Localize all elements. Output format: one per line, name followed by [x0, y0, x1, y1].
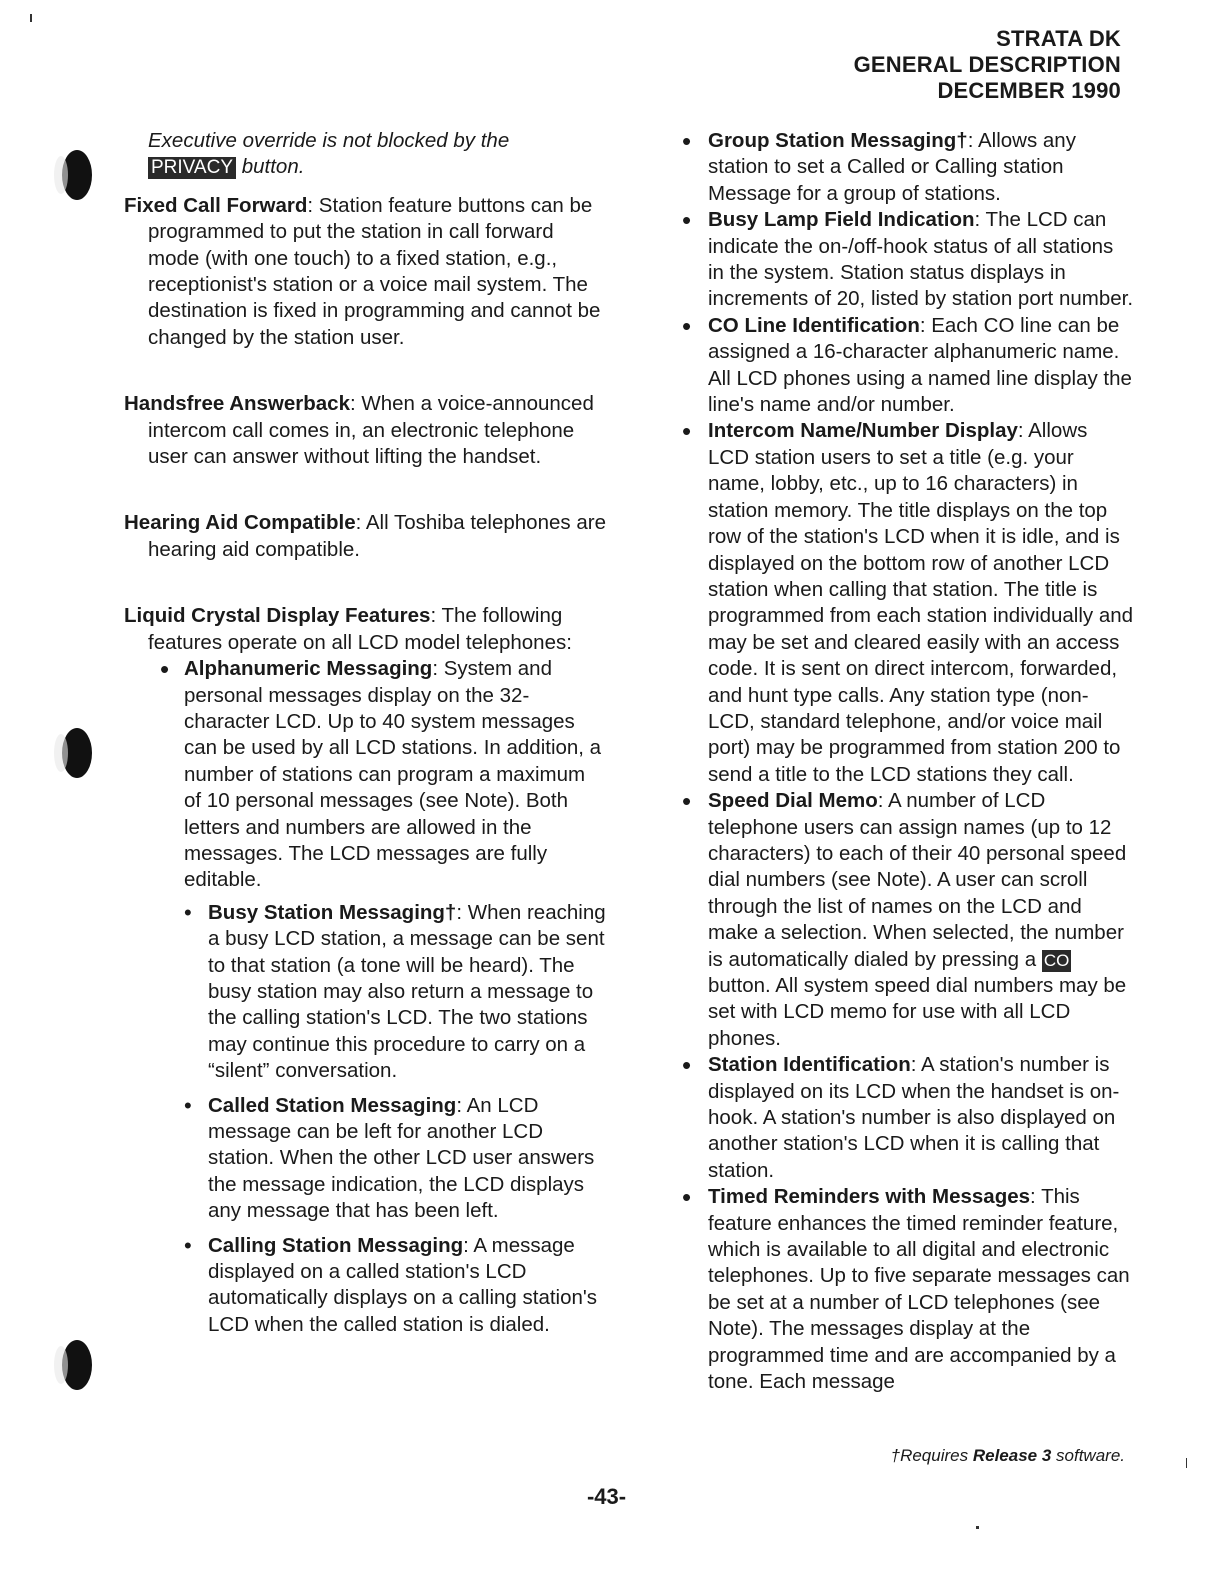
binder-hole-icon [62, 1340, 92, 1390]
footnote: †Requires Release 3 software. [890, 1446, 1125, 1465]
list-item: • Called Station Messaging: An LCD message can be left for another LCD station. When the other LCD user answers the message indication, the LCD displays any message that has been left. [184, 1093, 606, 1225]
list-item: • Timed Reminders with Messages: This feature enhances the timed reminder feature, which is available to all digital and electronic telephones. Up to five separate messages can be set at a number of LCD telephones (see Note). The messages display at the programmed time and are accompanied by a tone. Each message [676, 1184, 1134, 1395]
left-column [124, 128, 606, 1346]
header-section: GENERAL DESCRIPTION [853, 52, 1121, 77]
lcd-feature-list [160, 656, 606, 1338]
page-header [854, 26, 1121, 104]
entry-title: Fixed Call Forward [124, 193, 308, 217]
list-item: • CO Line Identification: Each CO line can be assigned a 16-character alphanumeric name. All LCD phones using a named line display the line's name and/or number. [676, 313, 1134, 419]
item-title: Intercom Name/Number Display [708, 419, 1018, 443]
item-title: Station Identification [708, 1053, 911, 1077]
item-title: Busy Station Messaging† [208, 900, 457, 924]
item-title: Speed Dial Memo [708, 789, 878, 813]
co-key-icon: CO [1043, 950, 1070, 970]
lcd-feature-list-continued [676, 128, 1134, 1396]
hearing-aid-entry: Hearing Aid Compatible: All Toshiba telephones are hearing aid compatible. [124, 511, 606, 561]
header-date: DECEMBER 1990 [937, 78, 1121, 103]
scan-speck [30, 14, 32, 22]
list-item: • Calling Station Messaging: A message displayed on a called station's LCD automatically displays on a calling station's LCD when the called station is dialed. [184, 1233, 606, 1339]
list-item: • Station Identification: A station's number is displayed on its LCD when the handset is on-hook. A station's number is also displayed on another station's LCD when it is calling that station. [676, 1052, 1134, 1184]
item-title: CO Line Identification [708, 313, 920, 337]
list-item: • Group Station Messaging†: Allows any station to set a Called or Calling station Message for a group of stations. [676, 128, 1134, 207]
entry-title: Hearing Aid Compatible [124, 511, 356, 535]
list-item: • Alphanumeric Messaging: System and personal messages display on the 32-character LCD. Up to 40 system messages can be used by all LCD stations. In addition, a number of stations can program a maximum of 10 personal messages (see Note). Both letters and numbers are allowed in the messages. The LCD messages are fully editable. • Busy Station Messaging†: When reaching a busy LCD station, a message can be sent to that station (a tone will be heard). The busy station may also return a message to the calling station's LCD. The two stations may continue this procedure to carry on a “silent” conversation. • Called Station Messaging: An LCD message can be left for another LCD station. When the other LCD user answers the message indication, the LCD displays any message that has been left. • Calling Station Messaging: A message displayed on a called station's LCD automatically displays on a calling station's LCD when the called station is dialed. [160, 656, 606, 1338]
right-column [676, 128, 1134, 1396]
scan-speck [976, 1526, 979, 1529]
item-title: Busy Lamp Field Indication [708, 208, 975, 232]
list-item: • Busy Lamp Field Indication: The LCD can indicate the on-/off-hook status of all stations in the system. Station status displays in increments of 20, listed by station port number. [676, 207, 1134, 313]
lcd-features-entry: Liquid Crystal Display Features: The following features operate on all LCD model telephones: [124, 604, 572, 654]
scan-speck [1186, 1458, 1187, 1468]
entry-title: Liquid Crystal Display Features [124, 604, 431, 628]
item-title: Timed Reminders with Messages [708, 1185, 1031, 1209]
list-item: • Busy Station Messaging†: When reaching a busy LCD station, a message can be sent to that station (a tone will be heard). The busy station may also return a message to the calling station's LCD. The two stations may continue this procedure to carry on a “silent” conversation. [184, 900, 606, 1085]
binder-hole-icon [62, 728, 92, 778]
list-item: • Intercom Name/Number Display: Allows LCD station users to set a title (e.g. your name, lobby, etc., up to 16 characters) in station memory. The title displays on the top row of the station's LCD when it is idle, and is displayed on the bottom row of another LCD station when calling that station. The title is programmed from each station individually and may be set and cleared easily with an access code. It is sent on direct intercom, forwarded, and hunt type calls. Any station type (non-LCD, standard telephone, and/or voice mail port) may be programmed from station 200 to send a title to the LCD stations they call. [676, 418, 1134, 788]
binder-hole-icon [62, 150, 92, 200]
list-item: • Speed Dial Memo: A number of LCD telephone users can assign names (up to 12 characters) to each of their 40 personal speed dial numbers (see Note). A user can scroll through the list of names on the LCD and make a selection. When selected, the number is automatically dialed by pressing a CO button. All system speed dial numbers may be set with LCD memo for use with all LCD phones. [676, 788, 1134, 1052]
privacy-key-icon: PRIVACY [148, 157, 236, 179]
item-title: Called Station Messaging [208, 1093, 457, 1117]
messaging-sublist [184, 900, 606, 1339]
handsfree-answerback-entry: Handsfree Answerback: When a voice-announced intercom call comes in, an electronic telephone user can answer without lifting the handset. [124, 392, 594, 469]
page-number: -43- [586, 1484, 627, 1509]
item-title: Alphanumeric Messaging [184, 657, 433, 681]
entry-title: Handsfree Answerback [124, 392, 350, 416]
item-title: Calling Station Messaging [208, 1233, 464, 1257]
intro-note: Executive override is not blocked by the PRIVACY button. [148, 129, 510, 179]
fixed-call-forward-entry: Fixed Call Forward: Station feature buttons can be programmed to put the station in call forward mode (with one touch) to a fixed station, e.g., receptionist's station or a voice mail system. The destination is fixed in programming and cannot be changed by the station user. [124, 193, 601, 349]
header-product: STRATA DK [996, 26, 1121, 51]
item-title: Group Station Messaging† [708, 129, 968, 152]
